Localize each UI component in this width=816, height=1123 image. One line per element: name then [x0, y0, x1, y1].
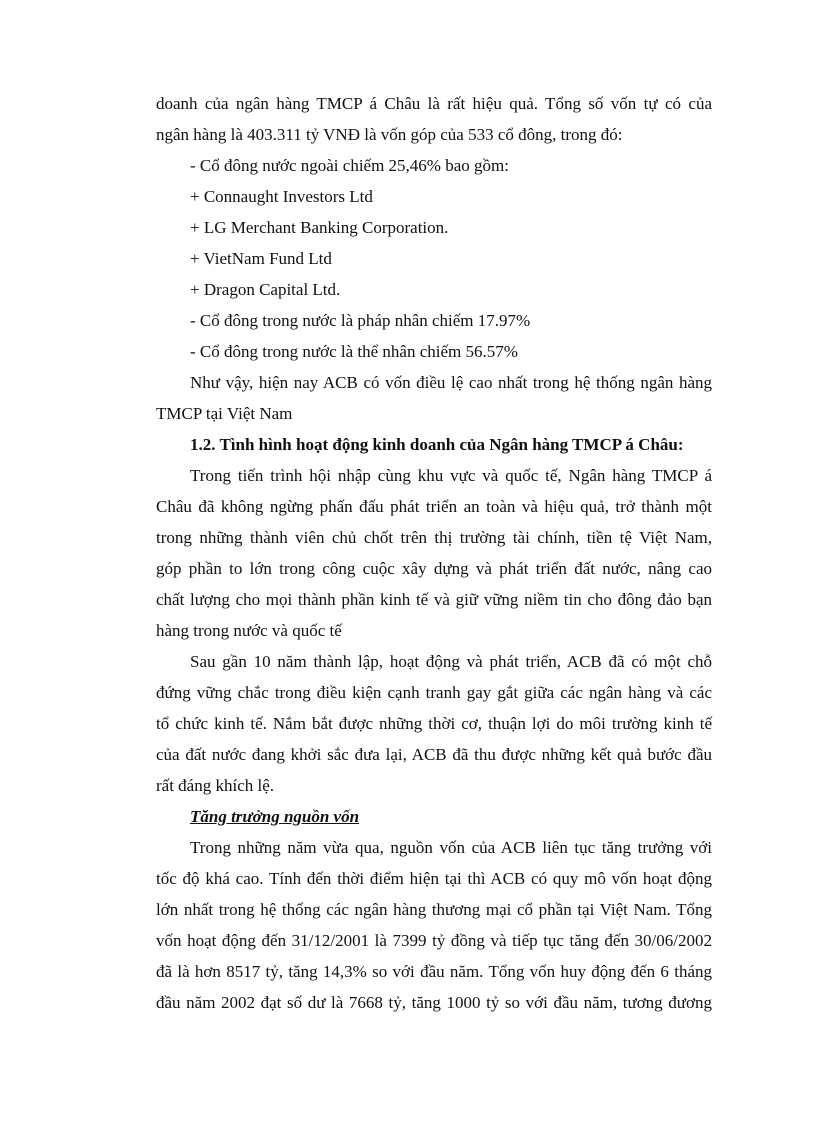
integration-line-5: chất lượng cho mọi thành phần kinh tế và giữ vững niềm tin cho đông đảo bạn	[156, 590, 712, 609]
growth-line-4: vốn hoạt động đến 31/12/2001 là 7399 tỷ đồng và tiếp tục tăng đến 30/06/2002	[156, 931, 712, 950]
growth-line-2: tốc độ khá cao. Tính đến thời điểm hiện tại thì ACB có quy mô vốn hoạt động	[156, 869, 712, 888]
growth-line-5: đã là hơn 8517 tỷ, tăng 14,3% so với đầu năm. Tổng vốn huy động đến 6 tháng	[156, 962, 712, 981]
decade-line-5: rất đáng khích lệ.	[156, 776, 275, 795]
subsection-heading	[156, 801, 712, 832]
domestic-individual-shareholders-line: - Cổ đông trong nước là thể nhân chiếm 56.57%	[190, 342, 518, 361]
document-page	[156, 88, 712, 1018]
conclusion-line-2: TMCP tại Việt Nam	[156, 404, 293, 423]
foreign-shareholder-item: + VietNam Fund Ltd	[190, 249, 332, 268]
foreign-shareholder-item: + Connaught Investors Ltd	[190, 187, 373, 206]
integration-line-2: Châu đã không ngừng phấn đấu phát triển an toàn và hiệu quả, trở thành một	[156, 497, 712, 516]
decade-line-1: Sau gần 10 năm thành lập, hoạt động và phát triển, ACB đã có một chỗ	[190, 652, 712, 671]
intro-line-2: ngân hàng là 403.311 tỷ VNĐ là vốn góp của 533 cổ đông, trong đó:	[156, 125, 623, 144]
subsection-heading-text: Tăng trưởng nguồn vốn	[190, 807, 360, 826]
integration-line-3: trong những thành viên chủ chốt trên thị trường tài chính, tiền tệ Việt Nam,	[156, 528, 712, 547]
growth-line-3: lớn nhất trong hệ thống các ngân hàng thương mại cổ phần tại Việt Nam. Tổng	[156, 900, 712, 919]
integration-line-1: Trong tiến trình hội nhập cùng khu vực và quốc tế, Ngân hàng TMCP á	[190, 466, 712, 485]
foreign-shareholders-line: - Cổ đông nước ngoài chiếm 25,46% bao gồm:	[190, 156, 509, 175]
growth-line-6: đầu năm 2002 đạt số dư là 7668 tỷ, tăng 1000 tỷ so với đầu năm, tương đương	[156, 993, 712, 1012]
conclusion-line-1: Như vậy, hiện nay ACB có vốn điều lệ cao nhất trong hệ thống ngân hàng	[190, 373, 712, 392]
section-heading: 1.2. Tình hình hoạt động kinh doanh của Ngân hàng TMCP á Châu:	[190, 435, 684, 454]
integration-line-6: hàng trong nước và quốc tế	[156, 621, 342, 640]
decade-line-4: của đất nước đang khởi sắc đưa lại, ACB đã thu được những kết quả bước đầu	[156, 745, 712, 764]
domestic-legal-shareholders-line: - Cổ đông trong nước là pháp nhân chiếm 17.97%	[190, 311, 531, 330]
integration-line-4: góp phần to lớn trong công cuộc xây dựng và phát triển đất nước, nâng cao	[156, 559, 712, 578]
decade-line-3: tổ chức kinh tế. Nắm bắt được những thời cơ, thuận lợi do môi trường kinh tế	[156, 714, 712, 733]
foreign-shareholder-item: + Dragon Capital Ltd.	[190, 280, 341, 299]
intro-line-1: doanh của ngân hàng TMCP á Châu là rất hiệu quả. Tổng số vốn tự có của	[156, 94, 712, 113]
growth-line-1: Trong những năm vừa qua, nguồn vốn của ACB liên tục tăng trưởng với	[190, 838, 712, 857]
decade-line-2: đứng vững chắc trong điều kiện cạnh tranh gay gắt giữa các ngân hàng và các	[156, 683, 712, 702]
foreign-shareholder-item: + LG Merchant Banking Corporation.	[190, 218, 449, 237]
